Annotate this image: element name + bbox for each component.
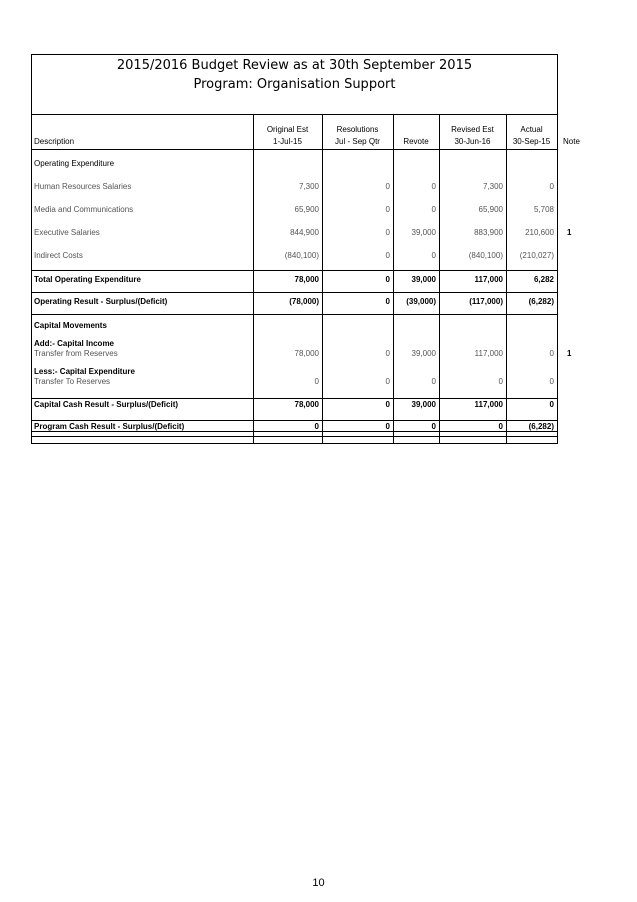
cell-revote: 39,000 (411, 349, 436, 358)
cell-revised: 65,900 (478, 205, 503, 214)
cell-revised: 7,300 (482, 182, 503, 191)
cell-revised: 883,900 (474, 228, 503, 237)
cell-original: (78,000) (289, 297, 319, 306)
capital-expenditure-heading: Less:- Capital Expenditure (34, 367, 135, 376)
cell-original: 78,000 (294, 275, 319, 284)
row-label: Program Cash Result - Surplus/(Deficit) (34, 422, 185, 431)
header-revote: Revote (403, 137, 429, 146)
row-rule (32, 420, 557, 421)
cell-actual: 0 (549, 377, 554, 386)
row-rule (32, 314, 557, 315)
row-rule (32, 398, 557, 399)
row-rule (32, 270, 557, 271)
row-label: Capital Cash Result - Surplus/(Deficit) (34, 400, 179, 409)
cell-revote: 0 (431, 205, 436, 214)
row-rule (32, 292, 557, 293)
row-label: Transfer from Reserves (34, 349, 118, 358)
cell-resolutions: 0 (385, 205, 390, 214)
cell-revised: 117,000 (474, 275, 503, 284)
cell-note: 1 (567, 228, 572, 237)
cell-actual: 0 (549, 400, 554, 409)
cell-revote: 0 (431, 251, 436, 260)
cell-revote: 39,000 (411, 275, 436, 284)
cell-original: 844,900 (290, 228, 319, 237)
header-resolutions-period: Jul - Sep Qtr (335, 137, 380, 146)
cell-resolutions: 0 (385, 400, 390, 409)
cell-revote: 0 (431, 182, 436, 191)
header-actual: Actual (520, 125, 543, 134)
budget-table (31, 54, 580, 444)
cell-actual: (210,027) (519, 251, 554, 260)
cell-revote: 39,000 (411, 228, 436, 237)
cell-original: 0 (314, 422, 319, 431)
header-description: Description (34, 137, 75, 146)
row-label: Indirect Costs (34, 251, 83, 260)
cell-revote: 0 (431, 377, 436, 386)
capital-income-heading: Add:- Capital Income (34, 339, 115, 348)
cell-original: 0 (314, 377, 319, 386)
header-original-date: 1-Jul-15 (273, 137, 302, 146)
cell-actual: 210,600 (525, 228, 554, 237)
cell-actual: (6,282) (528, 297, 554, 306)
cell-actual: 0 (549, 349, 554, 358)
cell-revised: (117,000) (469, 297, 503, 306)
cell-actual: 0 (549, 182, 554, 191)
cell-actual: (6,282) (528, 422, 554, 431)
cell-resolutions: 0 (385, 297, 390, 306)
cell-revised: 117,000 (474, 400, 503, 409)
header-actual-date: 30-Sep-15 (512, 137, 551, 146)
row-label: Human Resources Salaries (34, 182, 132, 191)
cell-revised: 0 (498, 422, 503, 431)
row-label: Media and Communications (34, 205, 134, 214)
row-label: Executive Salaries (34, 228, 100, 237)
cell-resolutions: 0 (385, 377, 390, 386)
header-revised-date: 30-Jun-16 (454, 137, 491, 146)
row-label: Total Operating Expenditure (34, 275, 141, 284)
header-revised-est: Revised Est (451, 125, 494, 134)
cell-revote: 0 (431, 422, 436, 431)
cell-resolutions: 0 (385, 228, 390, 237)
cell-resolutions: 0 (385, 422, 390, 431)
cell-revised: 117,000 (474, 349, 503, 358)
col-divider (557, 55, 558, 443)
cell-resolutions: 0 (385, 349, 390, 358)
header-original-est: Original Est (266, 125, 309, 134)
cell-resolutions: 0 (385, 182, 390, 191)
page-number: 10 (312, 877, 325, 889)
cell-original: 65,900 (294, 205, 319, 214)
cell-actual: 6,282 (533, 275, 554, 284)
header-note: Note (563, 137, 580, 146)
cell-revote: 39,000 (411, 400, 436, 409)
title-box (32, 55, 557, 115)
cell-revised: (840,100) (468, 251, 503, 260)
cell-note: 1 (567, 349, 572, 358)
header-resolutions: Resolutions (336, 125, 379, 134)
header-rule (32, 149, 557, 150)
cell-revised: 0 (498, 377, 503, 386)
cell-revote: (39,000) (406, 297, 436, 306)
cell-resolutions: 0 (385, 275, 390, 284)
row-rule (32, 436, 557, 437)
program-title: Program: Organisation Support (193, 77, 396, 92)
cell-original: 7,300 (298, 182, 319, 191)
cell-original: 78,000 (294, 349, 319, 358)
section-capital-movements: Capital Movements (34, 321, 107, 330)
cell-original: (840,100) (284, 251, 319, 260)
report-title: 2015/2016 Budget Review as at 30th September 2015 (116, 58, 473, 73)
cell-actual: 5,708 (533, 205, 554, 214)
section-operating-expenditure: Operating Expenditure (34, 159, 115, 168)
row-label: Transfer To Reserves (34, 377, 111, 386)
row-label: Operating Result - Surplus/(Deficit) (34, 297, 168, 306)
cell-resolutions: 0 (385, 251, 390, 260)
cell-original: 78,000 (294, 400, 319, 409)
